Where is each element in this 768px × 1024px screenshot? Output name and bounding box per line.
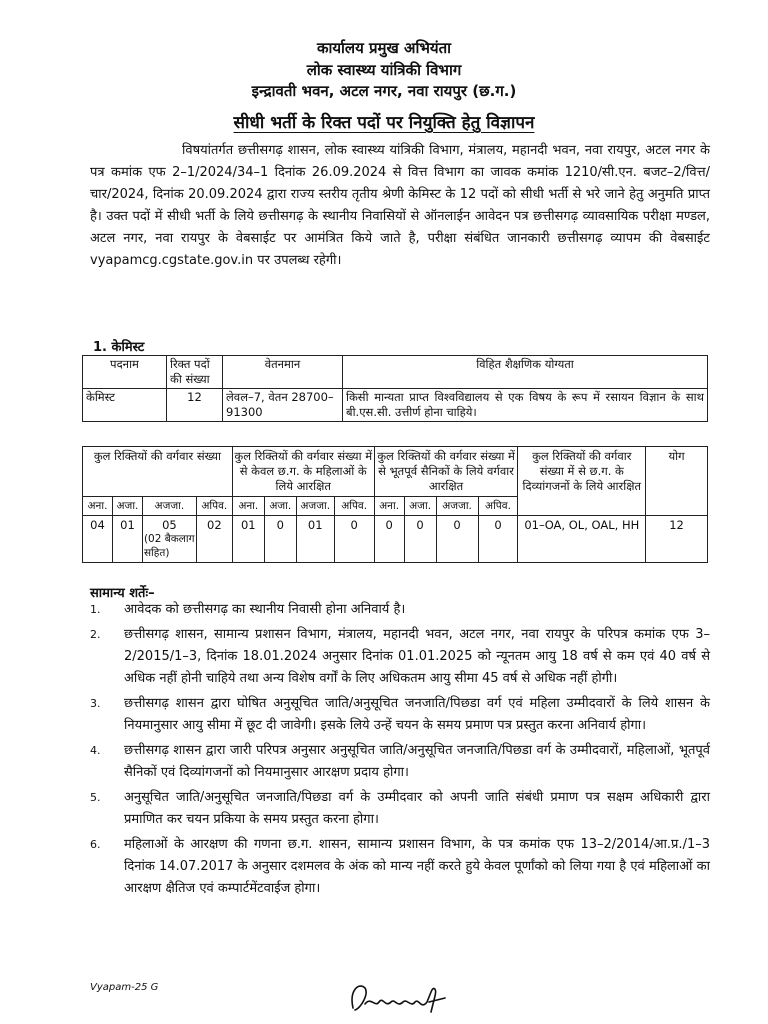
- post-details-table: [82, 355, 708, 422]
- table-header-cell: योग: [646, 447, 708, 516]
- table-cell: 01: [232, 516, 264, 563]
- table-cell: 0: [404, 516, 436, 563]
- table-cell: किसी मान्यता प्राप्त विश्वविद्यालय से एक विषय के रूप में रसायन विज्ञान के साथ बी.एस.सी. उत्तीर्ण होना चाहिये।: [343, 389, 708, 422]
- table-cell: 12: [167, 389, 223, 422]
- item-number: 6.: [90, 838, 101, 851]
- table-header-cell: अना.: [83, 497, 113, 516]
- list-item: [90, 599, 710, 621]
- signature-image: [345, 978, 475, 1018]
- intro-paragraph: विषयांतर्गत छत्तीसगढ़ शासन, लोक स्वास्थ्य यांत्रिकी विभाग, मंत्रालय, महानदी भवन, नवा रायपुर, अटल नगर के पत्र कमांक एफ 2–1/2024/34–1 दिनांक 26.09.2024 से वित्त विभाग का जावक कमांक 1210/सी.एन. बजट–2/वित्त/चार/2024, दिनांक 20.09.2024 द्वारा राज्य स्तरीय तृतीय श्रेणी केमिस्ट के 12 पदों को सीधी भर्ती से भरे जाने हेतु अनुमति प्राप्त है। उक्त पदों में सीधी भर्ती के लिये छत्तीसगढ़ के स्थानीय निवासियों से ऑनलाईन आवेदन पत्र छत्तीसगढ़ व्यावसायिक परीक्षा मण्डल, अटल नगर, नवा रायपुर के वेबसाईट पर आमंत्रित किये जाते है, परीक्षा संबंधित जानकारी छत्तीसगढ़ व्यापम की वेबसाईट vyapamcg.cgstate.gov.in पर उपलब्ध रहेगी।: [90, 143, 710, 268]
- list-item: [90, 693, 710, 737]
- cell-value: 05: [162, 518, 177, 532]
- table-cell: [142, 516, 196, 563]
- table-header-cell: रिक्त पदों की संख्या: [167, 356, 223, 389]
- table-row: [83, 389, 708, 422]
- table-header-cell: विहित शैक्षणिक योग्यता: [343, 356, 708, 389]
- section-heading: 1. केमिस्ट: [93, 340, 145, 355]
- table-group-header-row: [83, 447, 708, 497]
- table-header-cell: अजजा.: [436, 497, 478, 516]
- item-number: 2.: [90, 628, 101, 641]
- table-cell: 12: [646, 516, 708, 563]
- table-header-cell: कुल रिक्तियों की वर्गवार संख्या में से भूतपूर्व सैनिकों के लिये वर्गवार आरक्षित: [374, 447, 518, 497]
- item-text: अनुसूचित जाति/अनुसूचित जनजाति/पिछडा वर्ग के उम्मीदवार को अपनी जाति संबंधी प्रमाण पत्र सक्षम अधिकारी द्वारा प्रमाणित कर चयन प्रकिया के समय प्रस्तुत करना होगा।: [124, 790, 710, 827]
- table-cell: 01: [296, 516, 334, 563]
- table-header-cell: अजजा.: [296, 497, 334, 516]
- office-title: कार्यालय प्रमुख अभियंता: [316, 39, 452, 57]
- conditions-heading: सामान्य शर्तेः–: [90, 586, 155, 601]
- item-number: 5.: [90, 791, 101, 804]
- table-cell: लेवल–7, वेतन 28700–91300: [223, 389, 343, 422]
- table-header-cell: अपिव.: [334, 497, 374, 516]
- item-text: आवेदक को छत्तीसगढ़ का स्थानीय निवासी होना अनिवार्य है।: [124, 602, 406, 617]
- backlog-note: (02 बैकलाग सहित): [143, 533, 195, 559]
- table-cell: 01–OA, OL, OAL, HH: [518, 516, 646, 563]
- list-item: [90, 834, 710, 900]
- table-cell: 0: [334, 516, 374, 563]
- table-header-cell: अजा.: [404, 497, 436, 516]
- table-header-row: [83, 356, 708, 389]
- table-header-cell: वेतनमान: [223, 356, 343, 389]
- table-cell: 04: [83, 516, 113, 563]
- table-cell: 02: [196, 516, 232, 563]
- item-number: 1.: [90, 603, 101, 616]
- item-number: 4.: [90, 744, 101, 757]
- table-header-cell: कुल रिक्तियों की वर्गवार संख्या में से केवल छ.ग. के महिलाओं के लिये आरक्षित: [232, 447, 374, 497]
- item-text: छत्तीसगढ़ शासन द्वारा जारी परिपत्र अनुसार अनुसूचित जाति/अनुसूचित जनजाति/पिछडा वर्ग के उम्मीदवारों, महिलाओं, भूतपूर्व सैनिकों एवं दिव्यांगजनों को नियमानुसार आरक्षण प्रदाय होगा।: [124, 743, 710, 780]
- table-header-cell: अजा.: [264, 497, 296, 516]
- table-cell: 01: [112, 516, 142, 563]
- table-header-cell: अपिव.: [196, 497, 232, 516]
- item-text: छत्तीसगढ़ शासन, सामान्य प्रशासन विभाग, मंत्रालय, महानदी भवन, अटल नगर, नवा रायपुर के परिपत्र कमांक एफ 3–2/2015/1–3, दिनांक 18.01.2024 अनुसार दिनांक 01.01.2025 को न्यूनतम आयु 18 वर्ष से कम एवं 40 वर्ष से अधिक नहीं होनी चाहिये तथा अन्य विशेष वर्गों के लिए अधिकतम आयु सीमा 45 वर्ष से अधिक नहीं होगी।: [124, 627, 710, 686]
- list-item: [90, 624, 710, 690]
- table-header-cell: कुल रिक्तियों की वर्गवार संख्या: [83, 447, 233, 497]
- conditions-list: [90, 596, 710, 900]
- table-cell: 0: [264, 516, 296, 563]
- office-address: इन्द्रावती भवन, अटल नगर, नवा रायपुर (छ.ग.): [251, 82, 517, 100]
- item-number: 3.: [90, 697, 101, 710]
- advertisement-title: सीधी भर्ती के रिक्त पदों पर नियुक्ति हेतु विज्ञापन: [233, 113, 535, 133]
- table-cell: 0: [478, 516, 518, 563]
- footer-code: Vyapam-25 G: [90, 982, 159, 993]
- table-row: [83, 516, 708, 563]
- item-text: छत्तीसगढ़ शासन द्वारा घोषित अनुसूचित जाति/अनुसूचित जनजाति/पिछडा वर्ग एवं महिला उम्मीदवारों के लिये शासन के नियमानुसार आयु सीमा में छूट दी जावेगी। इसके लिये उन्हें चयन के समय प्रमाण पत्र प्रस्तुत करना अनिवार्य होगा।: [124, 696, 710, 733]
- table-cell: 0: [436, 516, 478, 563]
- category-reservation-table: [82, 446, 708, 563]
- table-header-cell: कुल रिक्तियों की वर्गवार संख्या में से छ.ग. के दिव्यांगजनों के लिये आरक्षित: [518, 447, 646, 516]
- table-header-cell: अजजा.: [142, 497, 196, 516]
- table-header-cell: अजा.: [112, 497, 142, 516]
- table-header-cell: अपिव.: [478, 497, 518, 516]
- table-header-cell: अना.: [232, 497, 264, 516]
- list-item: [90, 787, 710, 831]
- table-header-cell: अना.: [374, 497, 404, 516]
- list-item: [90, 740, 710, 784]
- table-cell: केमिस्ट: [83, 389, 167, 422]
- item-text: महिलाओं के आरक्षण की गणना छ.ग. शासन, सामान्य प्रशासन विभाग, के पत्र कमांक एफ 13–2/2014/आ.प्र./1–3 दिनांक 14.07.2017 के अनुसार दशमलव के अंक को मान्य नहीं करते हुये केवल पूर्णांको को लिया गया है एवं महिलाओं का आरक्षण क्षैतिज एवं कम्पार्टमेंटवाईज होगा।: [124, 837, 710, 896]
- table-cell: 0: [374, 516, 404, 563]
- department-title: लोक स्वास्थ्य यांत्रिकी विभाग: [306, 61, 462, 79]
- table-header-cell: पदनाम: [83, 356, 167, 389]
